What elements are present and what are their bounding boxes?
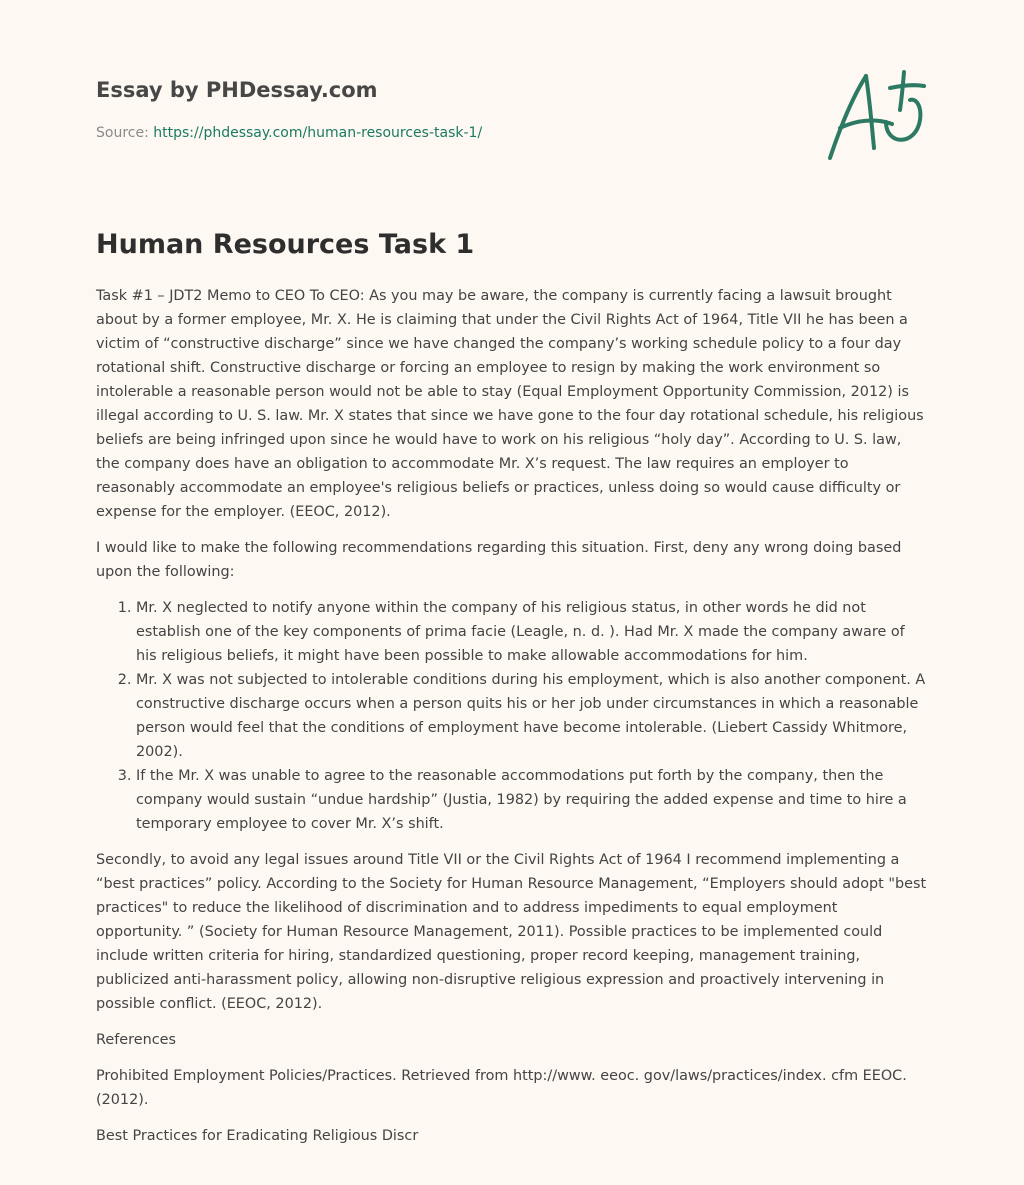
source-line xyxy=(96,123,796,143)
references-heading: References xyxy=(96,1032,176,1048)
paragraph-3: Secondly, to avoid any legal issues around Title VII or the Civil Rights Act of 1964 I recommend implementing a “best practices” policy. According to the Society for Human Resource Management, “Employers should adopt "best practices" to reduce the likelihood of discrimination and to address impediments to equal employment opportunity. ” (Society for Human Resource Management, 2011). Possible practices to be implemented could include written criteria for hiring, standardized questioning, proper record keeping, management training, publicized anti-harassment policy, allowing non-disruptive religious expression and proactively intervening in possible conflict. (EEOC, 2012). xyxy=(96,852,927,1012)
list-item: 1. Mr. X neglected to notify anyone within the company of his religious status, in other words he did not establish one of the key components of prima facie (Leagle, n. d. ). Had Mr. X made the company aware of his religious beliefs, it might have been possible to make allowable accommodations for him. xyxy=(136,596,928,668)
a-plus-logo xyxy=(820,66,930,166)
paragraph-1: Task #1 – JDT2 Memo to CEO To CEO: As you may be aware, the company is currently facing a lawsuit brought about by a former employee, Mr. X. He is claiming that under the Civil Rights Act of 1964, Title VII he has been a victim of “constructive discharge” since we have changed the company’s working schedule policy to a four day rotational shift. Constructive discharge or forcing an employee to resign by making the work environment so intolerable a reasonable person would not be able to stay (Equal Employment Opportunity Commission, 2012) is illegal according to U. S. law. Mr. X states that since we have gone to the four day rotational schedule, his religious beliefs are being infringed upon since he would have to work on his religious “holy day”. According to U. S. law, the company does have an obligation to accommodate Mr. X’s request. The law requires an employer to reasonably accommodate an employee's religious beliefs or practices, unless doing so would cause difficulty or expense for the employer. (EEOC, 2012). xyxy=(96,288,924,520)
source-label: Source: xyxy=(96,125,149,141)
list-item: 3. If the Mr. X was unable to agree to the reasonable accommodations put forth by the company, then the company would sustain “undue hardship” (Justia, 1982) by requiring the added expense and time to hire a temporary employee to cover Mr. X’s shift. xyxy=(136,764,928,836)
site-title: Essay by PHDessay.com xyxy=(96,78,378,102)
reference-1: Prohibited Employment Policies/Practices. Retrieved from http://www. eeoc. gov/laws/practices/index. cfm EEOC. (2012). xyxy=(96,1068,907,1108)
paragraph-2: I would like to make the following recommendations regarding this situation. First, deny any wrong doing based upon the following: xyxy=(96,540,902,580)
recommendations-list xyxy=(96,596,928,836)
essay-content xyxy=(96,226,928,1160)
page-title: Human Resources Task 1 xyxy=(96,229,475,260)
essay-header xyxy=(96,76,796,143)
source-link[interactable]: https://phdessay.com/human-resources-task-1/ xyxy=(153,125,483,141)
a-plus-logo-icon xyxy=(820,66,930,166)
list-item: 2. Mr. X was not subjected to intolerable conditions during his employment, which is also another component. A constructive discharge occurs when a person quits his or her job under circumstances in which a reasonable person would feel that the conditions of employment have become intolerable. (Liebert Cassidy Whitmore, 2002). xyxy=(136,668,928,764)
reference-2: Best Practices for Eradicating Religious Discr xyxy=(96,1128,419,1144)
